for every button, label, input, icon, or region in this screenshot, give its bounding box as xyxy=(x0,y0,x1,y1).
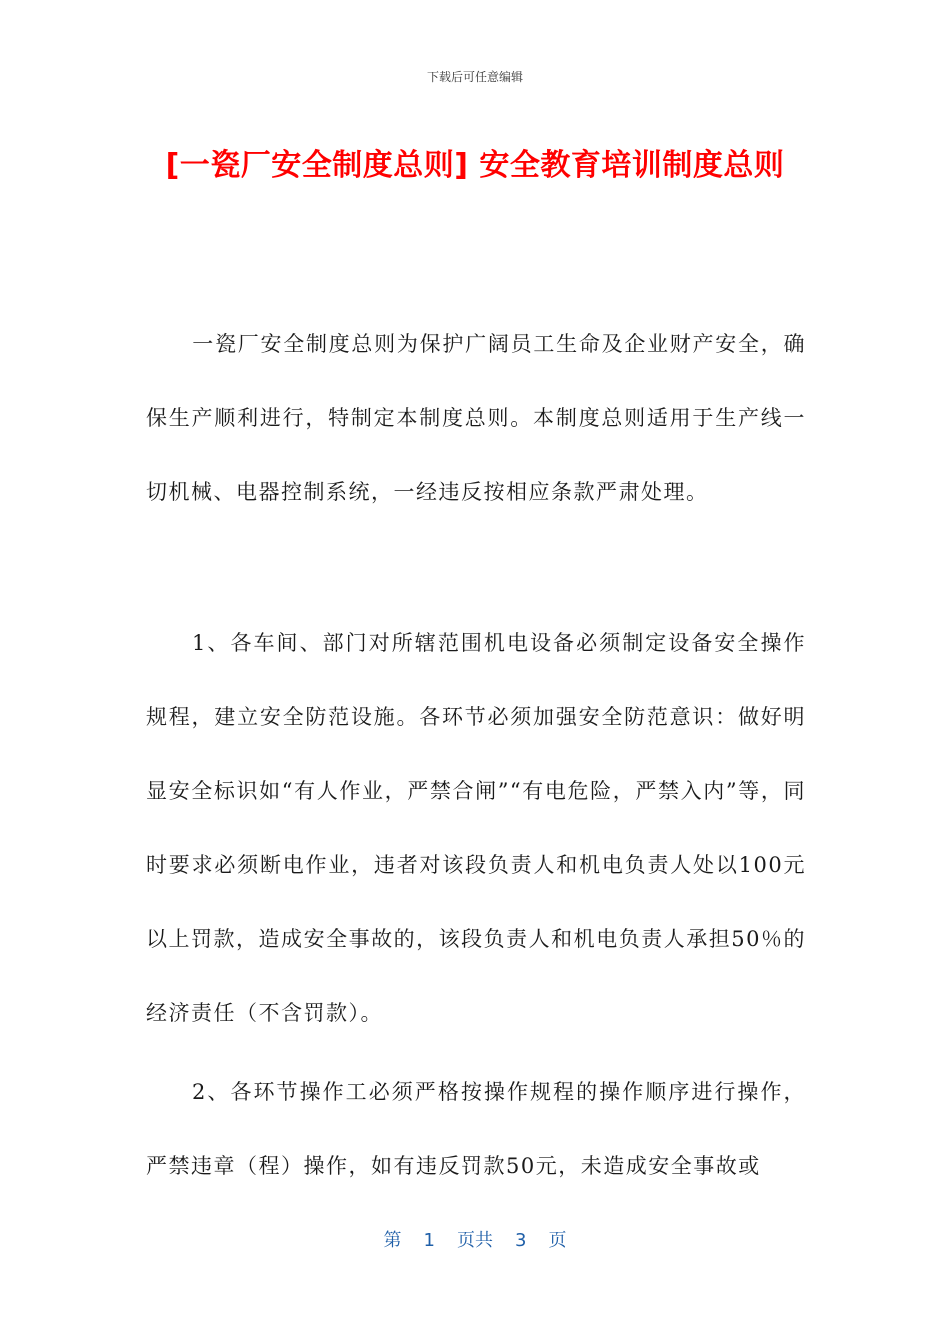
header-note: 下载后可任意编辑 xyxy=(426,70,523,84)
footer-page-number: 1 xyxy=(423,1230,435,1251)
paragraph-rule-2 xyxy=(146,1055,806,1203)
document-title: [一瓷厂安全制度总则] 安全教育培训制度总则 xyxy=(165,148,785,183)
paragraph-intro-text: 一瓷厂安全制度总则为保护广阔员工生命及企业财产安全，确保生产顺利进行，特制定本制度总则。本制度总则适用于生产线一切机械、电器控制系统，一经违反按相应条款严肃处理。 xyxy=(146,332,806,504)
footer-total-pages: 3 xyxy=(515,1230,527,1251)
paragraph-intro xyxy=(146,307,806,529)
paragraph-rule-1-text: 1、各车间、部门对所辖范围机电设备必须制定设备安全操作规程，建立安全防范设施。各环节必须加强安全防范意识：做好明显安全标识如“有人作业，严禁合闸”“有电危险，严禁入内”等，同时要求必须断电作业，违者对该段负责人和机电负责人处以100元以上罚款，造成安全事故的，该段负责人和机电负责人承担50％的经济责任（不含罚款）。 xyxy=(146,631,806,1025)
footer-page-mid: 页共 xyxy=(457,1230,493,1251)
footer-page-suffix: 页 xyxy=(548,1230,567,1251)
footer-page-prefix: 第 xyxy=(383,1230,402,1251)
paragraph-rule-2-text: 2、各环节操作工必须严格按操作规程的操作顺序进行操作，严禁违章（程）操作，如有违反罚款50元，未造成安全事故或 xyxy=(146,1080,806,1178)
paragraph-rule-1 xyxy=(146,606,806,1050)
page-footer xyxy=(0,1226,950,1252)
